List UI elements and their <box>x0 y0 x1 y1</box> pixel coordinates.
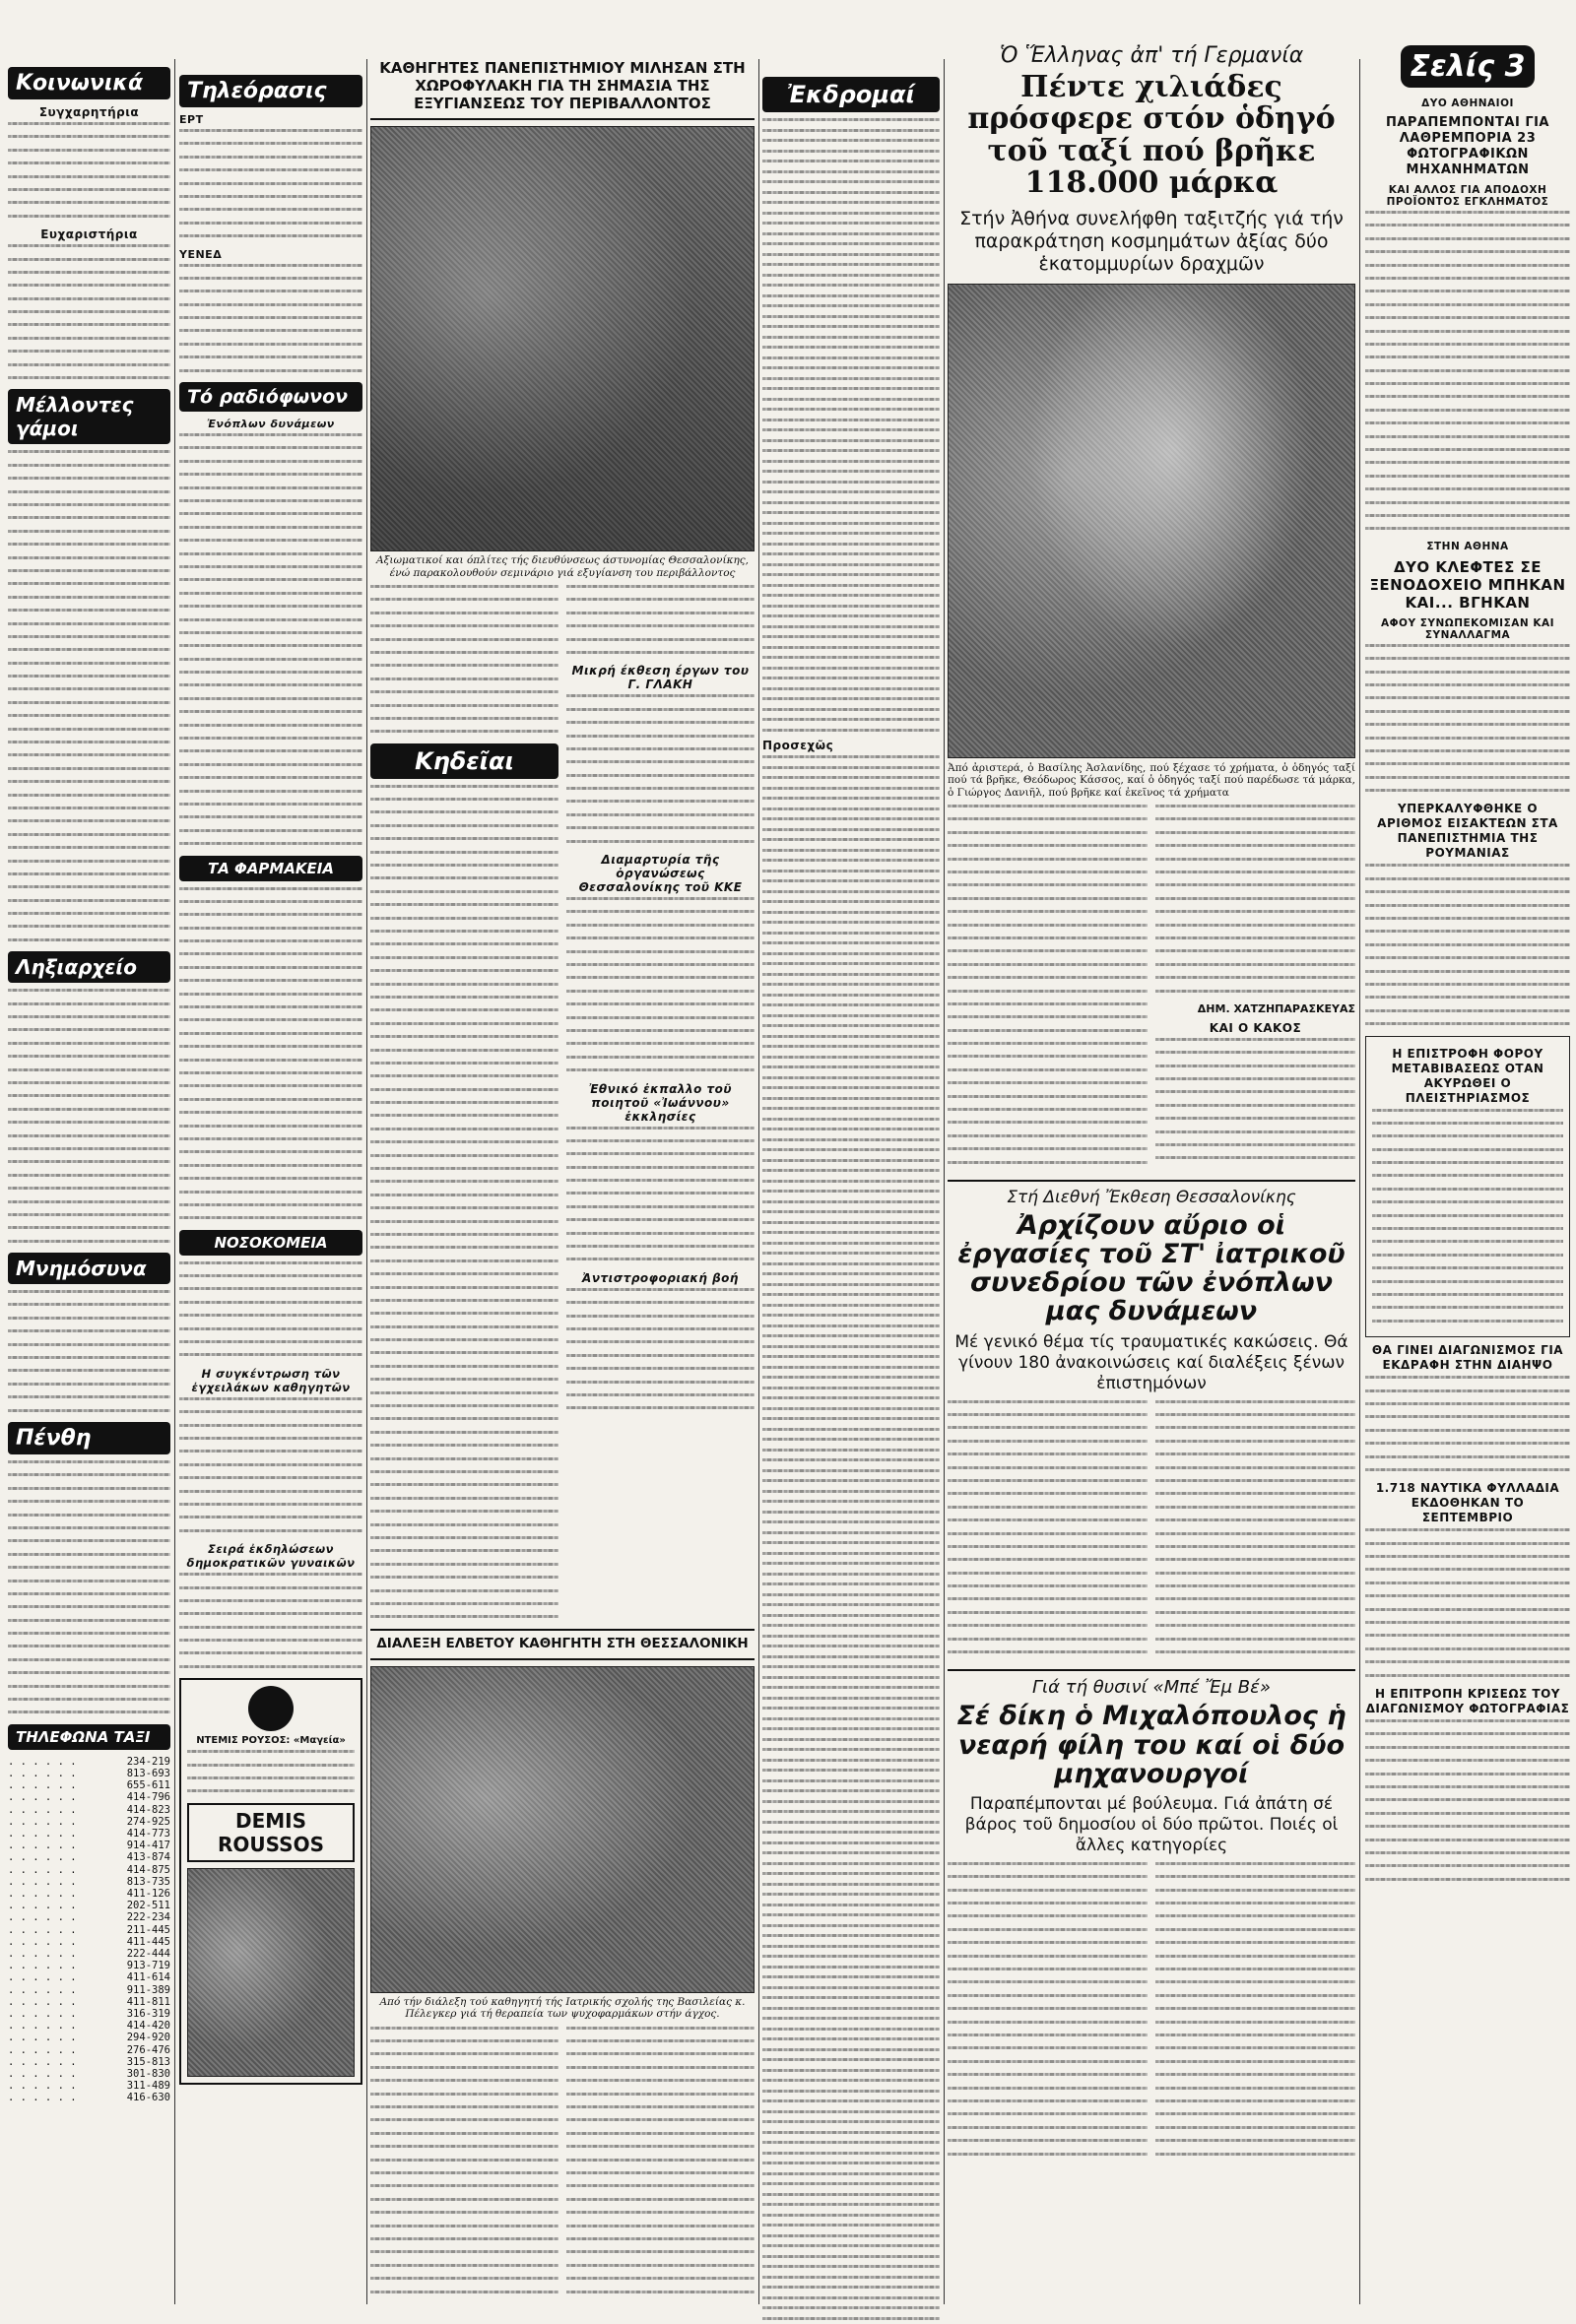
phone-leader: . . . . . . <box>8 2092 77 2104</box>
phone-row <box>8 2092 170 2103</box>
phone-leader: . . . . . . <box>8 1995 77 2008</box>
section-koinonika: Κοινωνικά <box>8 67 170 99</box>
brief2-kicker: ΣΤΗΝ ΑΘΗΝΑ <box>1426 540 1509 552</box>
phone-leader: . . . . . . <box>8 1900 77 1912</box>
heading-mikri-ekthesi: Μικρή έκθεση έργων του Γ. ΓΛΑΚΗ <box>571 664 750 692</box>
main-subhead: Στήν Ἀθήνα συνελήφθη ταξιτζής γιά τήν παρακράτηση κοσμημάτων ἀξίας δύο ἑκατομμυρίων δραχμῶν <box>959 207 1344 275</box>
ert-schedule <box>179 129 362 237</box>
phone-row <box>8 1960 170 1971</box>
brief1-sub: ΚΑΙ ΑΛΛΟΣ ΓΙΑ ΑΠΟΔΟΧΗ ΠΡΟΪΟΝΤΟΣ ΕΓΚΛΗΜΑΤΟΣ <box>1386 184 1549 208</box>
phone-number: 414-420 <box>126 2020 170 2033</box>
mnimosyna-text <box>8 1290 170 1412</box>
phone-leader: . . . . . . <box>8 1768 77 1779</box>
phone-leader: . . . . . . <box>8 1863 77 1876</box>
phone-number: 914-417 <box>126 1840 170 1852</box>
phone-row <box>8 1804 170 1816</box>
phone-number: 913-719 <box>126 1960 170 1972</box>
phone-leader: . . . . . . <box>8 1851 77 1864</box>
phone-number: 274-925 <box>126 1815 170 1828</box>
phone-leader: . . . . . . <box>8 1923 77 1936</box>
program-heading: Ἐνόπλων δυνάμεων <box>207 418 335 431</box>
phone-number: 411-614 <box>126 1971 170 1984</box>
main-headline: Πέντε χιλιάδες πρόσφερε στόν ὁδηγό τοῦ ταξί πού βρῆκε 118.000 μάρκα <box>967 70 1336 201</box>
section-penthi: Πένθη <box>8 1422 170 1454</box>
phone-leader: . . . . . . <box>8 1815 77 1828</box>
phone-row <box>8 2020 170 2032</box>
phone-leader: . . . . . . <box>8 2043 77 2056</box>
lixiaria-text <box>8 989 170 1242</box>
column-rule <box>758 59 759 2304</box>
phone-row <box>8 1924 170 1936</box>
heading-antarsia: Ἀντιστροφοριακή βοή <box>582 1270 739 1285</box>
main-story-column <box>948 0 1355 2324</box>
heading-synkentrosi: Η συγκέντρωση τῶν ἐγχειλάκων καθηγητῶν <box>191 1366 351 1394</box>
phone-leader: . . . . . . <box>8 2055 77 2068</box>
phone-row <box>8 2056 170 2068</box>
main-kicker: Ὁ Ἕλληνας ἀπ' τή Γερμανία <box>999 43 1304 68</box>
expo-headline: Ἀρχίζουν αὔριο οἱ ἐργασίες τοῦ ΣΤ' ἰατρικοῦ συνεδρίου τῶν ἐνόπλων μας δυνάμεων <box>957 1210 1346 1327</box>
phone-number: 222-234 <box>126 1911 170 1924</box>
column-rule <box>1359 59 1360 2304</box>
seminar-caption: Αξιωματικοί και όπλίτες τής διευθύνσεως άστυνομίας Θεσσαλονίκης, ένώ παρακολουθούν σεμινάριο γιά εξυγίανση του περιβάλλοντος <box>375 554 750 579</box>
brief6-head: 1.718 ΝΑΥΤΙΚΑ ΦΥΛΛΑΔΙΑ ΕΚΔΟΘΗΚΑΝ ΤΟ ΣΕΠΤΕΜΒΡΙΟ <box>1375 1481 1560 1525</box>
section-gamoi: Μέλλοντες γάμοι <box>8 389 170 444</box>
heading-dimarchia: Διαμαρτυρία τῆς ὀργανώσεως Θεσσαλονίκης τοῦ ΚΚΕ <box>578 853 743 895</box>
phone-leader: . . . . . . <box>8 1935 77 1948</box>
eucharistiria-text <box>8 244 170 379</box>
brief4-head: Η ΕΠΙΣΤΡΟΦΗ ΦΟΡΟΥ ΜΕΤΑΒΙΒΑΣΕΩΣ ΟΤΑΝ ΑΚΥΡΩΘΕΙ Ο ΠΛΕΙΣΤΗΡΙΑΣΜΟΣ <box>1391 1046 1544 1105</box>
phone-row <box>8 2008 170 2020</box>
phone-number: 411-811 <box>126 1995 170 2008</box>
phone-leader: . . . . . . <box>8 1911 77 1924</box>
lecture-photo <box>370 1666 755 1993</box>
heading-syncharitiria: Συγχαρητήρια <box>38 105 140 119</box>
phone-number: 414-875 <box>126 1863 170 1876</box>
expo-kicker: Στή Διεθνή Ἔκθεση Θεσσαλονίκης <box>1007 1188 1296 1207</box>
gamoi-text <box>8 450 170 940</box>
phone-number: 411-126 <box>126 1888 170 1901</box>
radio-schedule <box>179 433 362 845</box>
phone-leader: . . . . . . <box>8 1960 77 1972</box>
phone-row <box>8 1864 170 1876</box>
ert-heading: ΕΡΤ <box>179 113 204 126</box>
phone-row <box>8 1876 170 1888</box>
demis-roussos-ad <box>179 1678 362 2085</box>
phone-number: 413-874 <box>126 1851 170 1864</box>
yened-heading: ΥΕΝΕΔ <box>179 247 223 261</box>
demokratikon-text <box>179 1573 362 1668</box>
brief1-head: ΠΑΡΑΠΕΜΠΟΝΤΑΙ ΓΙΑ ΛΑΘΡΕΜΠΟΡΙΑ 23 ΦΩΤΟΓΡΑΦΙΚΩΝ ΜΗΧΑΝΗΜΑΤΩΝ <box>1385 115 1549 177</box>
demis-photo <box>187 1868 355 2077</box>
section-radio: Τό ραδιόφωνον <box>179 382 362 412</box>
phone-row <box>8 1911 170 1923</box>
mpe-subhead: Παραπέμπονται μέ βούλευμα. Γιά ἀπάτη σέ βάρος τοῦ δημοσίου οἱ δύο πρῶτοι. Ποιές οἱ ἄλλες κατηγορίες <box>964 1793 1339 1855</box>
section-tileorasis: Τηλεόρασις <box>179 75 362 107</box>
phone-leader: . . . . . . <box>8 1971 77 1984</box>
expo-subhead: Μέ γενικό θέμα τίς τραυματικές κακώσεις. Θά γίνουν 180 ἀνακοινώσεις καί διαλέξεις ξένων ἐπιστημόνων <box>954 1331 1348 1393</box>
page-logo: Σελίς 3 <box>1401 45 1536 88</box>
phone-row <box>8 2080 170 2092</box>
lecture-banner: ΔΙΑΛΕΞΗ ΕΛΒΕΤΟΥ ΚΑΘΗΓΗΤΗ ΣΤΗ ΘΕΣΣΑΛΟΝΙΚΗ <box>370 1629 755 1660</box>
phone-row <box>8 1900 170 1911</box>
phone-row <box>8 2044 170 2056</box>
phone-leader: . . . . . . <box>8 1828 77 1840</box>
phone-number: 211-445 <box>126 1923 170 1936</box>
phone-leader: . . . . . . <box>8 1983 77 1996</box>
phone-number: 414-796 <box>126 1791 170 1804</box>
phone-number: 411-445 <box>126 1935 170 1948</box>
lecture-caption: Από τήν διάλεξη τού καθηγητή τής Ιατρικής σχολής της Βασιλείας κ. Πέλεγκερ γιά τή θεραπεία των ψυχοφαρμάκων στήν άγχος. <box>379 1995 746 2021</box>
mpe-headline: Σέ δίκη ὁ Μιχαλόπουλος ἡ νεαρή φίλη του καί οἱ δύο μηχανουργοί <box>956 1701 1346 1789</box>
column-rule <box>944 59 945 2304</box>
phone-number: 911-389 <box>126 1983 170 1996</box>
pharmacies-list <box>179 887 362 1220</box>
phone-number: 414-773 <box>126 1828 170 1840</box>
phone-row <box>8 1936 170 1948</box>
phone-row <box>8 1828 170 1840</box>
phone-number: 222-444 <box>126 1948 170 1961</box>
phone-row <box>8 1971 170 1983</box>
briefs-column <box>1365 0 1570 2324</box>
phone-number: 315-813 <box>126 2055 170 2068</box>
phone-row <box>8 2032 170 2043</box>
phone-row <box>8 1756 170 1768</box>
ad-text <box>187 1750 355 1792</box>
phone-leader: . . . . . . <box>8 1875 77 1888</box>
section-ekdromai: Ἐκδρομαί <box>762 77 940 112</box>
byline: ΔΗΜ. ΧΑΤΖΗΠΑΡΑΣΚΕΥΑΣ <box>1197 1001 1355 1015</box>
phone-leader: . . . . . . <box>8 2008 77 2021</box>
ad-small-title: ΝΤΕΜΙΣ ΡΟΥΣΟΣ: «Μαγεία» <box>196 1735 346 1747</box>
phone-leader: . . . . . . <box>8 1840 77 1852</box>
brief2-sub: ΑΦΟΥ ΣΥΝΩΠΕΚΟΜΙΣΑΝ ΚΑΙ ΣΥΝΑΛΛΑΓΜΑ <box>1380 616 1555 641</box>
phone-row <box>8 1984 170 1996</box>
phone-number: 276-476 <box>126 2043 170 2056</box>
phone-number: 294-920 <box>126 2032 170 2044</box>
column-rule <box>366 59 367 2304</box>
center-column <box>370 0 755 2324</box>
heading-prosechos: Προσεχῶς <box>762 739 834 752</box>
phone-number: 202-511 <box>126 1900 170 1912</box>
center-left-subcol <box>370 585 558 1629</box>
phone-number: 414-823 <box>126 1803 170 1816</box>
ad-big-title: DEMIS ROUSSOS <box>187 1803 355 1862</box>
chorofylaki-banner: ΚΑΘΗΓΗΤΕΣ ΠΑΝΕΠΙΣΤΗΜΙΟΥ ΜΙΛΗΣΑΝ ΣΤΗ ΧΩΡΟΦΥΛΑΚΗ ΓΙΑ ΤΗ ΣΗΜΑΣΙΑ ΤΗΣ ΕΞΥΓΙΑΝΣΕΩΣ ΤΟΥ ΠΕΡΙΒΑΛΛΟΝΤΟΣ <box>370 55 755 120</box>
penthi-text <box>8 1460 170 1713</box>
heading-demokratikon: Σειρά ἐκδηλώσεων δημοκρατικῶν γυναικῶν <box>186 1542 356 1571</box>
phone-number: 813-693 <box>126 1768 170 1779</box>
phone-number: 301-830 <box>126 2068 170 2081</box>
section-kideiai: Κηδεῖαι <box>370 743 558 779</box>
phone-row <box>8 1851 170 1863</box>
section-telephones: ΤΗΛΕΦΩΝΑ ΤΑΞΙ <box>8 1724 170 1750</box>
phone-row <box>8 1791 170 1803</box>
phone-leader: . . . . . . <box>8 2080 77 2093</box>
section-hospitals: ΝΟΣΟΚΟΜΕΙΑ <box>179 1230 362 1256</box>
kai-o-kakos: ΚΑΙ Ο ΚΑΚΟΣ <box>1209 1020 1302 1035</box>
record-icon <box>248 1686 294 1731</box>
hospitals-text <box>179 1261 362 1357</box>
taxi-photo-caption: Ἀπό ἀριστερά, ὁ Βασίλης Ἀσλανίδης, πού ξέχασε τό χρήματα, ὁ ὁδηγός ταξί πού τά βρῆκε, Θεόδωρος Κάσσος, καί ὁ ὁδηγός ταξί πού παρέδωσε τά μάρκα, ὁ Γιώργος Δανιῆλ, πού βρῆκε καί ἐκεῖνος τά χρήματα <box>948 761 1355 799</box>
phone-leader: . . . . . . <box>8 1779 77 1792</box>
section-lixiaria: Ληξιαρχείο <box>8 951 170 983</box>
phone-leader: . . . . . . <box>8 1948 77 1961</box>
phone-number: 655-611 <box>126 1779 170 1792</box>
brief1-kicker: ΔΥΟ ΑΘΗΝΑΙΟΙ <box>1421 97 1514 109</box>
brief2-head: ΔΥΟ ΚΛΕΦΤΕΣ ΣΕ ΞΕΝΟΔΟΧΕΙΟ ΜΠΗΚΑΝ ΚΑΙ... ΒΓΗΚΑΝ <box>1369 557 1566 612</box>
seminar-photo <box>370 126 755 551</box>
column-rule <box>174 59 175 2304</box>
phone-leader: . . . . . . <box>8 2068 77 2081</box>
phone-leader: . . . . . . <box>8 2032 77 2044</box>
phone-row <box>8 1768 170 1779</box>
brief4-box <box>1365 1036 1570 1338</box>
brief7-head: Η ΕΠΙΤΡΟΠΗ ΚΡΙΣΕΩΣ ΤΟΥ ΔΙΑΓΩΝΙΣΜΟΥ ΦΩΤΟΓΡΑΦΙΑΣ <box>1365 1686 1570 1715</box>
syncharitiria-text <box>8 122 170 218</box>
excursions-column <box>762 0 940 2324</box>
phone-row <box>8 1840 170 1851</box>
tv-column <box>179 0 362 2324</box>
section-pharmacies: ΤΑ ΦΑΡΜΑΚΕΙΑ <box>179 856 362 881</box>
prosechos-text <box>762 755 940 2324</box>
phone-list <box>8 1756 170 2104</box>
social-column <box>8 0 170 2324</box>
phone-row <box>8 2068 170 2080</box>
heading-eucharistiria: Ευχαριστήρια <box>40 227 138 242</box>
phone-row <box>8 1996 170 2008</box>
heading-ethniko: Ἐθνικό ἐκπαλλο τοῦ ποιητοῦ «Ἰωάννου» ἐκκλησίες <box>588 1081 733 1124</box>
phone-row <box>8 1888 170 1900</box>
brief5-head: ΘΑ ΓΙΝΕΙ ΔΙΑΓΩΝΙΣΜΟΣ ΓΙΑ ΕΚΔΡΑΦΗ ΣΤΗΝ ΔΙΑΗΨΟ <box>1371 1343 1564 1373</box>
phone-leader: . . . . . . <box>8 1791 77 1804</box>
phone-number: 234-219 <box>126 1755 170 1768</box>
phone-leader: . . . . . . <box>8 2020 77 2033</box>
synkentrosi-text <box>179 1397 362 1532</box>
taxi-photo <box>948 284 1355 758</box>
ekdromai-text <box>762 118 940 732</box>
phone-leader: . . . . . . <box>8 1888 77 1901</box>
phone-number: 813-735 <box>126 1875 170 1888</box>
phone-number: 316-319 <box>126 2008 170 2021</box>
mpe-kicker: Γιά τή θυσινί «Μπέ Ἔμ Βέ» <box>1032 1677 1271 1699</box>
kideiai-text <box>370 785 558 1619</box>
phone-number: 416-630 <box>126 2092 170 2104</box>
phone-row <box>8 1816 170 1828</box>
section-mnimosyna: Μνημόσυνα <box>8 1253 170 1284</box>
brief3-head: ΥΠΕΡΚΑΛΥΦΘΗΚΕ Ο ΑΡΙΘΜΟΣ ΕΙΣΑΚΤΕΩΝ ΣΤΑ ΠΑΝΕΠΙΣΤΗΜΙΑ ΤΗΣ ΡΟΥΜΑΝΙΑΣ <box>1377 802 1558 861</box>
phone-number: 311-489 <box>126 2080 170 2093</box>
phone-row <box>8 1779 170 1791</box>
yened-schedule <box>179 264 362 372</box>
phone-row <box>8 1948 170 1960</box>
phone-leader: . . . . . . <box>8 1803 77 1816</box>
center-right-subcol <box>566 585 755 1629</box>
phone-leader: . . . . . . <box>8 1755 77 1768</box>
